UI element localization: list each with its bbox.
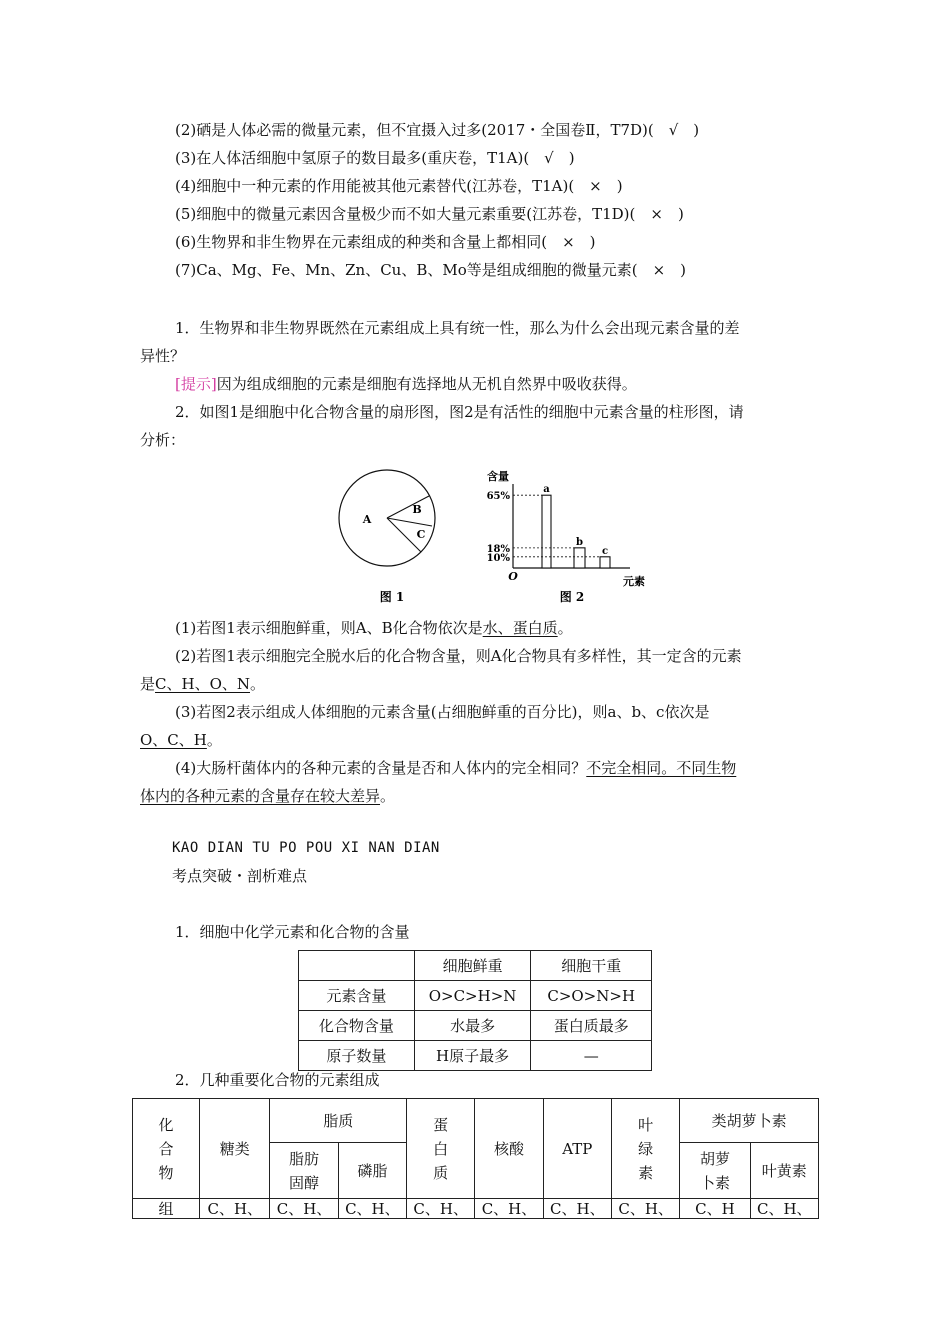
table-2-header-carotene: 胡萝 卜素: [680, 1143, 750, 1199]
table-2-cell: C、H: [680, 1199, 750, 1219]
analysis-4-line1: [175, 758, 736, 778]
analysis-3-line2: [140, 730, 222, 750]
table-2-cell: C、H、: [750, 1199, 818, 1219]
table-2-cell: C、H、: [407, 1199, 475, 1219]
table-2-header-lipid: 脂质: [270, 1099, 407, 1143]
table-2-header-sugar: 糖类: [200, 1099, 270, 1199]
table-2-header-compound: 化 合 物: [133, 1099, 200, 1199]
table-2-header-atp: ATP: [543, 1099, 611, 1199]
tip-line: [175, 374, 637, 394]
analysis-2-answer: C、H、O、N: [155, 675, 250, 693]
table-2-row-label: 组: [133, 1199, 200, 1219]
pie-label-c: C: [416, 528, 426, 541]
chart-origin: O: [508, 570, 518, 583]
analysis-1-question: (1)若图1表示细胞鲜重，则A、B化合物依次是: [175, 619, 483, 637]
chart-y-tick-label: 65%: [486, 491, 510, 503]
table-1-row-label: 化合物含量: [299, 1011, 415, 1041]
pie-label-a: A: [362, 513, 372, 526]
judgment-2: (2)硒是人体必需的微量元素，但不宜摄入过多(2017・全国卷Ⅱ，T7D)( √ ): [175, 121, 700, 139]
section-title: 考点突破・剖析难点: [172, 867, 308, 885]
table-1-heading: 1．细胞中化学元素和化合物的含量: [175, 923, 410, 941]
table-2-cell: C、H、: [338, 1199, 406, 1219]
judgment-5: (5)细胞中的微量元素因含量极少而不如大量元素重要(江苏卷，T1D)( × ): [175, 205, 684, 223]
figure-2-bar-chart: [480, 468, 650, 608]
table-2-header-fat: 脂肪 固醇: [270, 1143, 338, 1199]
analysis-4-question: (4)大肠杆菌体内的各种元素的含量是否和人体内的完全相同？: [175, 759, 587, 777]
judgment-6: (6)生物界和非生物界在元素组成的种类和含量上都相同( × ): [175, 233, 596, 251]
table-2-cell: C、H、: [270, 1199, 338, 1219]
question-2-line2: 分析：: [140, 431, 186, 449]
table-2-header-xanthophyll: 叶黄素: [750, 1143, 818, 1199]
table-1-row-label: 元素含量: [299, 981, 415, 1011]
table-1: [298, 950, 652, 1071]
chart-y-tick-label: 18%: [486, 543, 510, 555]
chart-ylabel: 含量: [487, 470, 509, 483]
chart-bar: [600, 557, 610, 568]
chart-category-label: b: [576, 536, 583, 548]
analysis-4-answer-part1: 不完全相同。不同生物: [586, 759, 737, 777]
table-1-cell: O>C>H>N: [414, 981, 531, 1011]
tip-label: [提示]: [175, 375, 217, 393]
section-pinyin: KAO DIAN TU PO POU XI NAN DIAN: [172, 840, 440, 856]
table-1-cell: —: [531, 1041, 652, 1071]
tip-text: 因为组成细胞的元素是细胞有选择地从无机自然界中吸收获得。: [216, 375, 637, 393]
table-2-header-chlorophyll: 叶 绿 素: [612, 1099, 680, 1199]
table-2-cell: C、H、: [200, 1199, 270, 1219]
analysis-2-end: 。: [250, 675, 266, 693]
table-1-cell: 蛋白质最多: [531, 1011, 652, 1041]
table-1-cell: C>O>N>H: [531, 981, 652, 1011]
question-2-line1: 2．如图1是细胞中化合物含量的扇形图，图2是有活性的细胞中元素含量的柱形图，请: [175, 403, 744, 421]
chart-bar: [574, 548, 585, 568]
table-2-header-phospholipid: 磷脂: [338, 1143, 406, 1199]
table-2-header-nucleic: 核酸: [475, 1099, 543, 1199]
chart-category-label: a: [543, 484, 550, 496]
analysis-4-end: 。: [380, 787, 396, 805]
table-1-header-fresh: 细胞鲜重: [414, 951, 531, 981]
judgment-7: (7)Ca、Mg、Fe、Mn、Zn、Cu、B、Mo等是组成细胞的微量元素( × ): [175, 261, 687, 279]
table-2-heading: 2．几种重要化合物的元素组成: [175, 1071, 380, 1089]
judgment-3: (3)在人体活细胞中氢原子的数目最多(重庆卷，T1A)( √ ): [175, 149, 575, 167]
table-2-cell: C、H、: [475, 1199, 543, 1219]
analysis-1-answer: 水、蛋白质: [482, 619, 558, 637]
analysis-2-line1: (2)若图1表示细胞完全脱水后的化合物含量，则A化合物具有多样性，其一定含的元素: [175, 647, 742, 665]
table-1-header-dry: 细胞干重: [531, 951, 652, 981]
analysis-1: [175, 618, 573, 638]
table-2-header-carotenoid: 类胡萝卜素: [680, 1099, 819, 1143]
table-2-header-protein: 蛋 白 质: [407, 1099, 475, 1199]
analysis-2-line2: [140, 674, 265, 694]
analysis-1-end: 。: [557, 619, 573, 637]
table-1-cell: 水最多: [414, 1011, 531, 1041]
analysis-3-answer: O、C、H: [140, 731, 207, 749]
question-1-line1: 1．生物界和非生物界既然在元素组成上具有统一性，那么为什么会出现元素含量的差: [175, 319, 740, 337]
figure-1-caption: 图 1: [379, 590, 405, 604]
analysis-4-answer-part2: 体内的各种元素的含量存在较大差异: [140, 787, 381, 805]
table-2-cell: C、H、: [543, 1199, 611, 1219]
chart-xlabel: 元素: [623, 575, 645, 588]
analysis-3-line1: (3)若图2表示组成人体细胞的元素含量(占细胞鲜重的百分比)，则a、b、c依次是: [175, 703, 710, 721]
figure-1-pie: [335, 468, 445, 608]
table-1-corner: [299, 951, 415, 981]
table-2: [132, 1098, 819, 1219]
pie-label-b: B: [412, 503, 422, 516]
table-2-cell: C、H、: [612, 1199, 680, 1219]
question-1-line2: 异性？: [140, 347, 186, 365]
chart-category-label: c: [601, 545, 609, 557]
analysis-2-lead: 是: [140, 675, 156, 693]
figure-2-caption: 图 2: [559, 590, 585, 604]
table-1-cell: H原子最多: [414, 1041, 531, 1071]
chart-y-tick-label: 10%: [486, 552, 510, 564]
table-1-row-label: 原子数量: [299, 1041, 415, 1071]
analysis-3-end: 。: [206, 731, 222, 749]
judgment-4: (4)细胞中一种元素的作用能被其他元素替代(江苏卷，T1A)( × ): [175, 177, 623, 195]
analysis-4-line2: [140, 786, 395, 806]
